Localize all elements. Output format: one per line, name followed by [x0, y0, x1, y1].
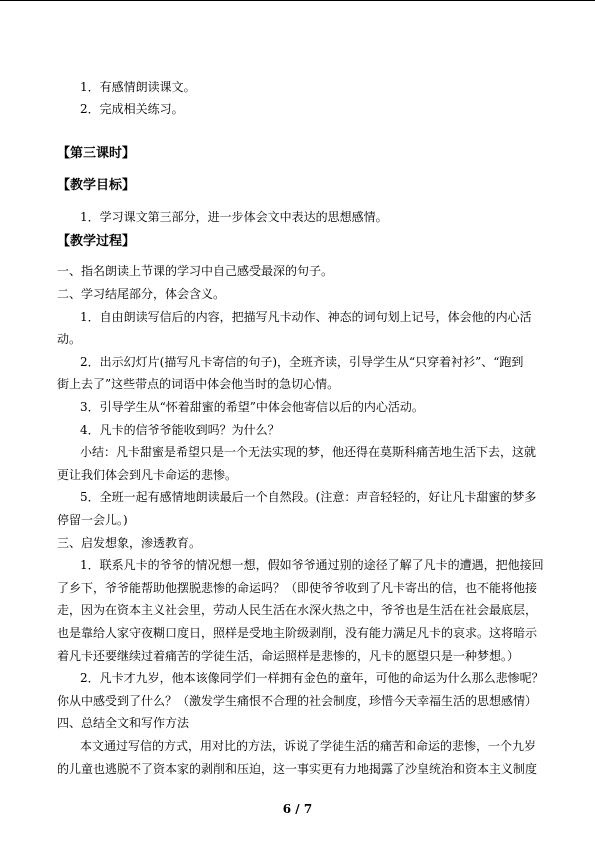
paragraph-line: 的儿童也逃脱不了资本家的剥削和压迫，这一事实更有力地揭露了沙皇统治和资本主义制度: [57, 762, 538, 776]
page-top-rule: [0, 0, 595, 1]
paragraph-line: 5．全班一起有感情地朗读最后一个自然段。(注意：声音轻轻的，好让凡卡甜蜜的梦多: [80, 490, 537, 504]
paragraph-line: 了乡下，爷爷能帮助他摆脱悲惨的命运吗？（即使爷爷收到了凡卡寄出的信，也不能将他接: [57, 581, 538, 595]
section-heading: 【教学目标】: [57, 178, 136, 193]
paragraph-line: 4．凡卡的信爷爷能收到吗？为什么？: [80, 423, 280, 437]
paragraph-line: 1．联系凡卡的爷爷的情况想一想，假如爷爷通过别的途径了解了凡卡的遭遇，把他接回: [80, 558, 544, 572]
paragraph-line: 你从中感受到了什么？（激发学生痛恨不合理的社会制度，珍惜今天幸福生活的思想感情）: [57, 694, 538, 708]
paragraph-line: 四、总结全文和写作方法: [57, 716, 190, 730]
paragraph-line: 动。: [57, 332, 82, 346]
paragraph-line: 一、指名朗读上节课的学习中自己感受最深的句子。: [57, 264, 334, 278]
paragraph-line: 3．引导学生从“怀着甜蜜的希望”中体会他寄信以后的内心活动。: [80, 400, 424, 414]
paragraph-line: 小结：凡卡甜蜜是希望只是一个无法实现的梦，他还得在莫斯科痛苦地生活下去，这就: [80, 445, 537, 459]
section-heading: 【第三课时】: [57, 146, 136, 161]
list-item: 2．完成相关练习。: [80, 102, 184, 116]
list-item: 1．学习课文第三部分，进一步体会文中表达的思想感情。: [80, 210, 388, 224]
paragraph-line: 二、学习结尾部分，体会含义。: [57, 287, 226, 301]
page-number: 6 / 7: [282, 802, 313, 816]
paragraph-line: 本文通过写信的方式，用对比的方法，诉说了学徒生活的痛苦和命运的悲惨，一个九岁: [80, 739, 537, 753]
paragraph-line: 1．自由朗读写信后的内容，把描写凡卡动作、神态的词句划上记号，体会他的内心活: [80, 310, 532, 324]
section-heading: 【教学过程】: [57, 234, 136, 249]
paragraph-line: 街上去了”这些带点的词语中体会他当时的急切心情。: [57, 377, 340, 391]
paragraph-line: 2．出示幻灯片(描写凡卡寄信的句子)，全班齐读，引导学生从“只穿着衬衫”、“跑到: [80, 355, 524, 369]
paragraph-line: 走，因为在资本主义社会里，劳动人民生活在水深火热之中，爷爷也是生活在社会最底层，: [57, 603, 538, 617]
paragraph-line: 2．凡卡才九岁，他本该像同学们一样拥有金色的童年，可他的命运为什么那么悲惨呢？: [80, 671, 544, 685]
paragraph-line: 也是靠给人家守夜糊口度日，照样是受地主阶级剥削，没有能力满足凡卡的哀求。这将暗示: [57, 626, 538, 640]
list-item: 1．有感情朗读课文。: [80, 80, 196, 94]
paragraph-line: 着凡卡还要继续过着痛苦的学徒生活，命运照样是悲惨的，凡卡的愿望只是一种梦想。）: [57, 649, 520, 663]
paragraph-line: 更让我们体会到凡卡命运的悲惨。: [57, 468, 238, 482]
paragraph-line: 停留一会儿。): [57, 513, 128, 527]
paragraph-line: 三、启发想象，渗透教育。: [57, 536, 202, 550]
